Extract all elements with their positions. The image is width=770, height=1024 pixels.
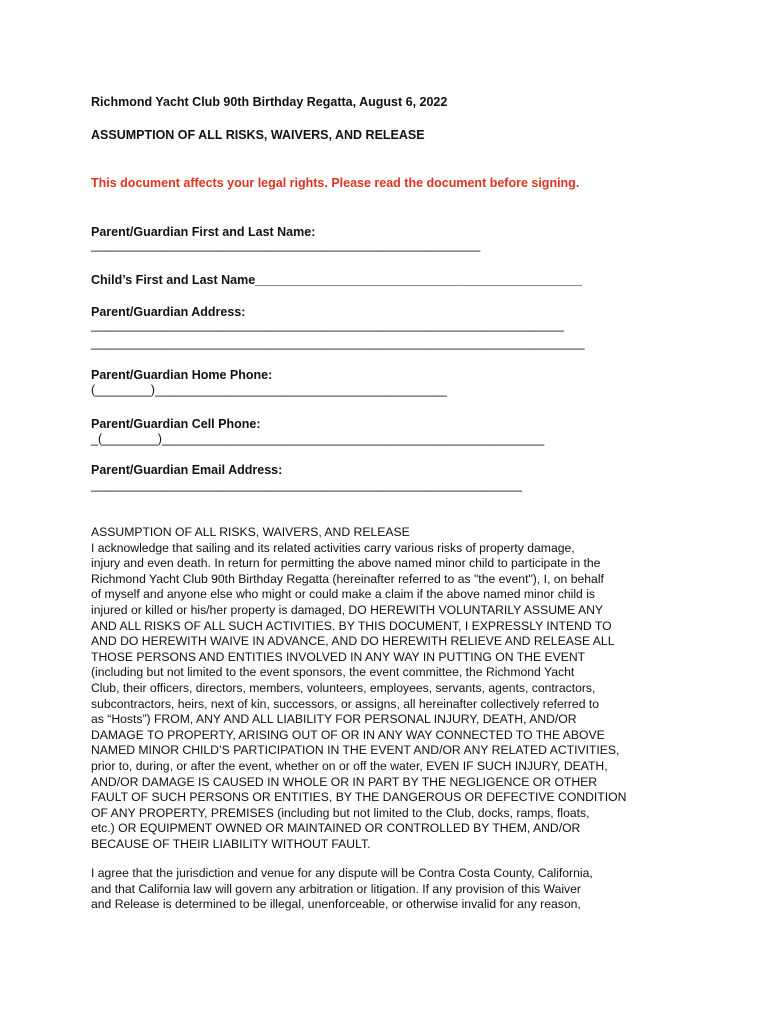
paragraph-line: NAMED MINOR CHILD’S PARTICIPATION IN THE EVENT AND/OR ANY RELATED ACTIVITIES,	[91, 743, 620, 758]
home-phone-field[interactable]: (________)__________________________________________	[91, 383, 447, 397]
email-label: Parent/Guardian Email Address:	[91, 463, 283, 477]
paragraph-line: OF ANY PROPERTY, PREMISES (including but not limited to the Club, docks, ramps, floats,	[91, 805, 590, 820]
waiver-paragraph	[91, 525, 691, 852]
paragraph-line: as “Hosts”) FROM, ANY AND ALL LIABILITY FOR PERSONAL INJURY, DEATH, AND/OR	[91, 712, 577, 727]
document-title: Richmond Yacht Club 90th Birthday Regatta, August 6, 2022	[91, 95, 448, 109]
paragraph-line: AND ALL RISKS OF ALL SUCH ACTIVITIES. BY THIS DOCUMENT, I EXPRESSLY INTEND TO	[91, 618, 612, 633]
address-field-line-2[interactable]: _______________________________________________________________________	[91, 336, 585, 350]
email-field[interactable]: ______________________________________________________________	[91, 478, 523, 492]
paragraph-line: Richmond Yacht Club 90th Birthday Regatta (hereinafter referred to as "the event"), I, on behalf	[91, 571, 604, 586]
paragraph-line: FAULT OF SUCH PERSONS OR ENTITIES, BY THE DANGEROUS OR DEFECTIVE CONDITION	[91, 790, 627, 805]
paragraph-line: I agree that the jurisdiction and venue for any dispute will be Contra Costa County, California,	[91, 866, 593, 880]
paragraph-line: AND DO HEREWITH WAIVE IN ADVANCE, AND DO HEREWITH RELIEVE AND RELEASE ALL	[91, 634, 615, 649]
paragraph-line: prior to, during, or after the event, whether on or off the water, EVEN IF SUCH INJURY, DEATH,	[91, 758, 608, 773]
parent-name-label: Parent/Guardian First and Last Name:	[91, 225, 316, 239]
cell-phone-field[interactable]: _(________)_______________________________________________________	[91, 432, 545, 446]
parent-name-field[interactable]: ________________________________________________________	[91, 238, 481, 252]
paragraph-line: I acknowledge that sailing and its related activities carry various risks of property damage,	[91, 540, 575, 555]
child-name-field[interactable]: Child’s First and Last Name_______________________________________________	[91, 273, 582, 287]
legal-warning: This document affects your legal rights. Please read the document before signing.	[91, 176, 580, 190]
paragraph-line: AND/OR DAMAGE IS CAUSED IN WHOLE OR IN PART BY THE NEGLIGENCE OR OTHER	[91, 774, 598, 789]
paragraph-line: of myself and anyone else who might or could make a claim if the above named minor child is	[91, 587, 596, 602]
paragraph-line: subcontractors, heirs, next of kin, successors, or assigns, all hereinafter collectively referred to	[91, 696, 600, 711]
address-field-line-1[interactable]: ____________________________________________________________________	[91, 318, 564, 332]
paragraph-line: DAMAGE TO PROPERTY, ARISING OUT OF OR IN ANY WAY CONNECTED TO THE ABOVE	[91, 727, 605, 742]
paragraph-line: etc.) OR EQUIPMENT OWNED OR MAINTAINED OR CONTROLLED BY THEM, AND/OR	[91, 821, 581, 836]
home-phone-label: Parent/Guardian Home Phone:	[91, 368, 273, 382]
paragraph-line: BECAUSE OF THEIR LIABILITY WITHOUT FAULT.	[91, 836, 371, 851]
jurisdiction-paragraph	[91, 866, 691, 913]
paragraph-line: Club, their officers, directors, members, volunteers, employees, servants, agents, contractors,	[91, 680, 596, 695]
paragraph-line: THOSE PERSONS AND ENTITIES INVOLVED IN ANY WAY IN PUTTING ON THE EVENT	[91, 649, 586, 664]
paragraph-line: injury and even death. In return for permitting the above named minor child to participate in the	[91, 556, 601, 571]
paragraph-line: (including but not limited to the event sponsors, the event committee, the Richmond Yacht	[91, 665, 575, 680]
cell-phone-label: Parent/Guardian Cell Phone:	[91, 417, 261, 431]
address-label: Parent/Guardian Address:	[91, 305, 246, 319]
paragraph-line: and Release is determined to be illegal, unenforceable, or otherwise invalid for any reason,	[91, 897, 581, 912]
paragraph-line: ASSUMPTION OF ALL RISKS, WAIVERS, AND RELEASE	[91, 525, 410, 539]
document-subtitle: ASSUMPTION OF ALL RISKS, WAIVERS, AND RELEASE	[91, 128, 425, 142]
paragraph-line: injured or killed or his/her property is damaged, DO HEREWITH VOLUNTARILY ASSUME ANY	[91, 602, 604, 617]
paragraph-line: and that California law will govern any arbitration or litigation. If any provision of this Waiver	[91, 881, 581, 896]
